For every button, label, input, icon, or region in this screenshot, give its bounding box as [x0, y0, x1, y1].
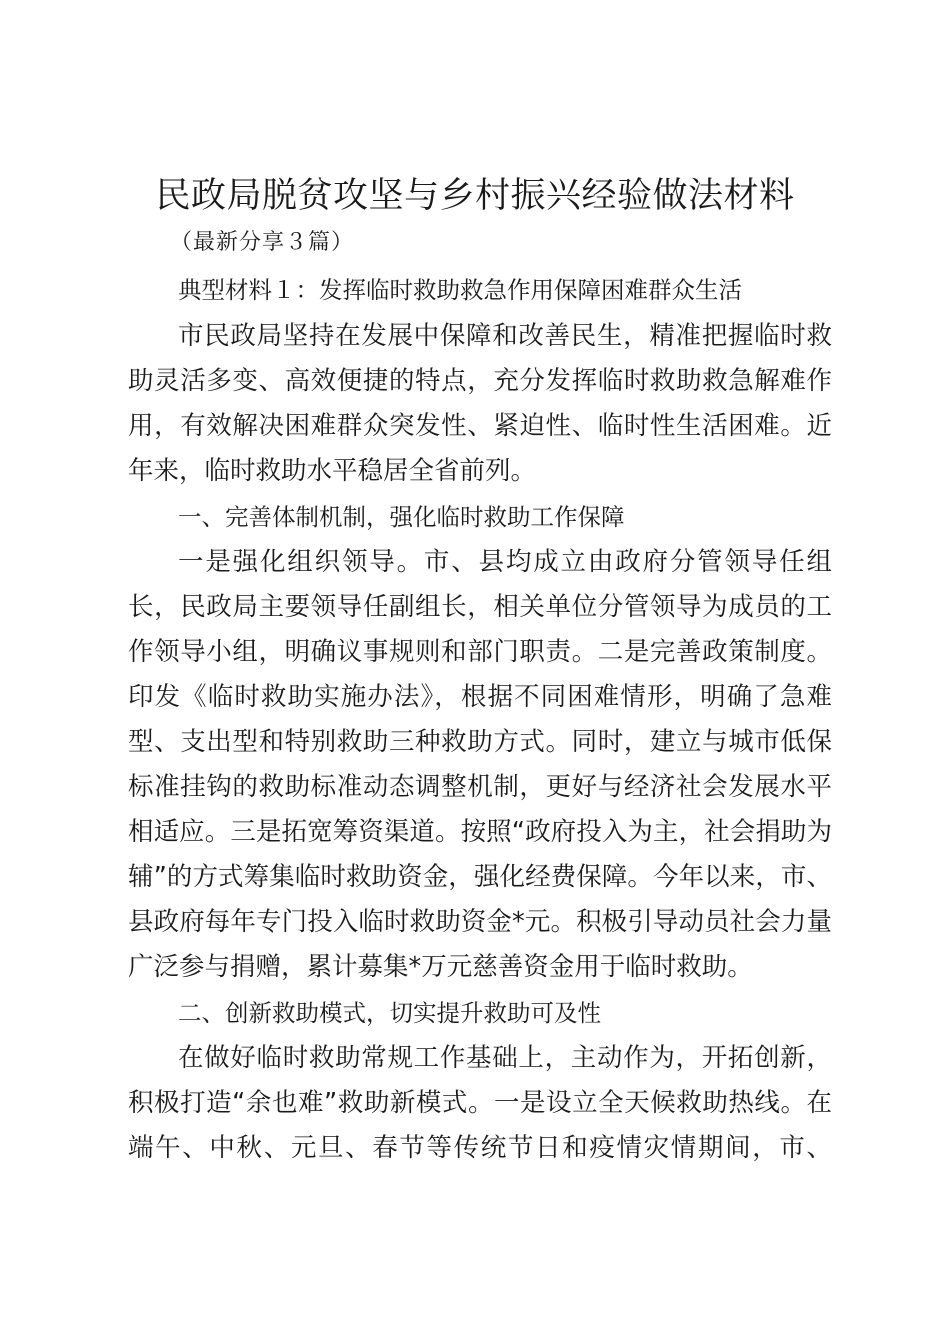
paragraph-line: 在做好临时救助常规工作基础上，主动作为，开拓创新， [178, 1043, 832, 1073]
document-title: 民政局脱贫攻坚与乡村振兴经验做法材料 [155, 176, 795, 216]
paragraph-line: 助灵活多变、高效便捷的特点，充分发挥临时救助救急解难作 [128, 366, 832, 396]
paragraph-line: 端午、中秋、元旦、春节等传统节日和疫情灾情期间，市、 [128, 1133, 832, 1163]
paragraph-line: 标准挂钩的救助标准动态调整机制，更好与经济社会发展水平 [128, 772, 832, 802]
paragraph-line: 型、支出型和特别救助三种救助方式。同时，建立与城市低保 [128, 727, 832, 757]
paragraph-line: 长，民政局主要领导任副组长，相关单位分管领导为成员的工 [128, 592, 832, 622]
paragraph-line: 县政府每年专门投入临时救助资金*元。积极引导动员社会力量 [128, 907, 832, 937]
paragraph-line: 印发《临时救助实施办法》，根据不同困难情形，明确了急难 [128, 682, 832, 712]
paragraph-line: 作领导小组，明确议事规则和部门职责。二是完善政策制度。 [128, 637, 832, 667]
section-heading-1: 一、完善体制机制，强化临时救助工作保障 [178, 503, 625, 531]
paragraph-line: 相适应。三是拓宽筹资渠道。按照“政府投入为主，社会捐助为 [128, 817, 832, 847]
document-subtitle: （最新分享３篇） [170, 230, 355, 255]
paragraph-line: 广泛参与捐赠，累计募集*万元慈善资金用于临时救助。 [128, 952, 753, 982]
paragraph-line: 辅”的方式筹集临时救助资金，强化经费保障。今年以来，市、 [128, 862, 832, 892]
material-heading: 典型材料１：发挥临时救助救急作用保障困难群众生活 [178, 276, 742, 304]
paragraph-line: 一是强化组织领导。市、县均成立由政府分管领导任组 [178, 547, 832, 577]
paragraph-line: 用，有效解决困难群众突发性、紧迫性、临时性生活困难。近 [128, 411, 832, 441]
paragraph-line: 市民政局坚持在发展中保障和改善民生，精准把握临时救 [178, 321, 832, 351]
section-heading-2: 二、创新救助模式，切实提升救助可及性 [178, 999, 601, 1027]
paragraph-line: 年来，临时救助水平稳居全省前列。 [128, 456, 537, 486]
paragraph-line: 积极打造“余也难”救助新模式。一是设立全天候救助热线。在 [128, 1088, 832, 1118]
